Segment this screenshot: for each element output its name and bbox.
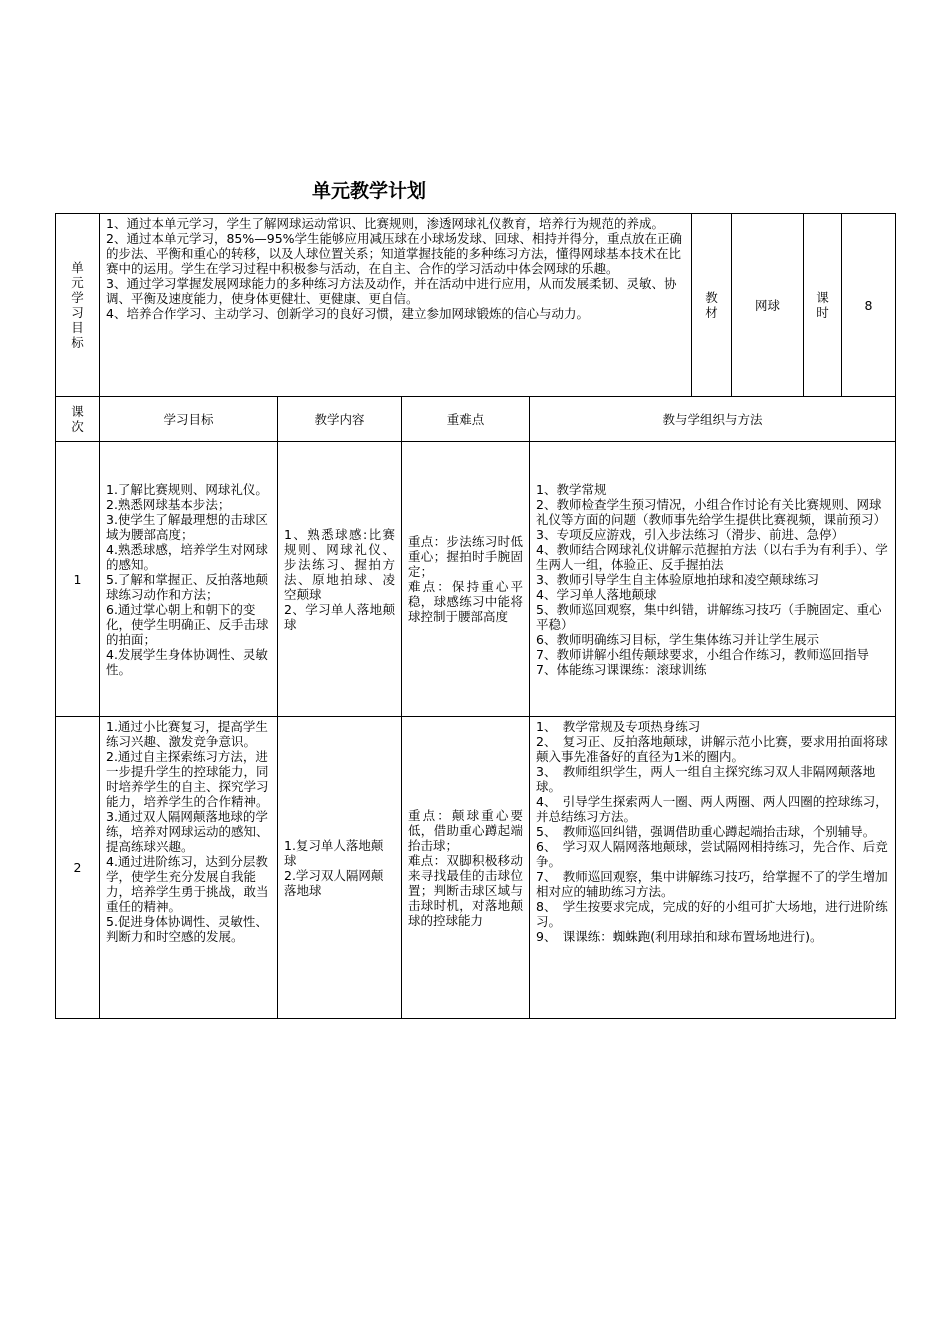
label-char: 目	[71, 320, 84, 335]
header-content: 教学内容	[278, 397, 402, 442]
list-item: 2、教师检查学生预习情况，小组合作讨论有关比赛规则、网球礼仪等方面的问题（教师事先给学生提供比赛视频，课前预习）	[536, 496, 887, 527]
list-item: 1.通过小比赛复习，提高学生练习兴趣、激发竞争意识。	[106, 719, 268, 749]
label-char: 材	[705, 305, 718, 320]
label-char: 习	[71, 305, 84, 320]
lesson-methods	[530, 442, 896, 717]
list-item: 1.了解比赛规则、网球礼仪。	[106, 481, 268, 497]
list-item: 6、 学习双人隔网落地颠球，尝试隔网相持练习，先合作、后竞争。	[536, 839, 888, 869]
header-key-points: 重难点	[402, 397, 530, 442]
list-item: 6.通过掌心朝上和朝下的变化，使学生明确正、反手击球的拍面；	[106, 601, 269, 647]
label-char: 单	[71, 260, 84, 275]
list-item: 7、教师讲解小组传颠球要求，小组合作练习，教师巡回指导	[536, 646, 869, 662]
table-row	[56, 442, 896, 717]
list-item: 1.复习单人落地颠球	[284, 837, 384, 868]
list-item: 2、学习单人落地颠球	[284, 601, 395, 632]
list-item: 6、教师明确练习目标，学生集体练习并让学生展示	[536, 631, 819, 647]
hours-value: 8	[842, 214, 896, 397]
list-item: 3.使学生了解最理想的击球区域为腰部高度；	[106, 511, 268, 542]
label-char: 标	[71, 335, 84, 350]
goal-item: 3、通过学习掌握发展网球能力的多种练习方法及动作，并在活动中进行应用，从而发展柔韧、灵敏、协调、平衡及速度能力，使身体更健壮、更健康、更自信。	[106, 276, 677, 306]
label-char: 教	[705, 290, 718, 305]
list-item: 3、教师引导学生自主体验原地拍球和凌空颠球练习	[536, 571, 819, 587]
table-row	[56, 717, 896, 1019]
header-objectives: 学习目标	[100, 397, 278, 442]
lesson-number: 1	[56, 442, 100, 717]
page-title: 单元教学计划	[312, 180, 427, 202]
lesson-number: 2	[56, 717, 100, 1019]
goal-item: 2、通过本单元学习，85%—95%学生能够应用减压球在小球场发球、回球、相持并得分，重点放在正确的步法、平衡和重心的转移，以及人球位置关系；知道掌握技能的多种练习方法，懂得网球基本技术在比赛中的运用。学生在学习过程中积极参与活动，在自主、合作的学习活动中体会网球的乐趣。	[106, 231, 683, 276]
list-item: 4、学习单人落地颠球	[536, 586, 657, 602]
list-item: 5、 教师巡回纠错，强调借助重心蹲起端抬击球，个别辅导。	[536, 824, 876, 839]
unit-goals-row	[56, 214, 896, 397]
list-item: 8、 学生按要求完成，完成的好的小组可扩大场地，进行进阶练习。	[536, 899, 888, 929]
list-item: 7、 教师巡回观察，集中讲解练习技巧，给掌握不了的学生增加相对应的辅助练习方法。	[536, 869, 888, 899]
list-item: 5.促进身体协调性、灵敏性、判断力和时空感的发展。	[106, 914, 268, 944]
lesson-key-points	[402, 717, 530, 1019]
lesson-objectives	[100, 442, 278, 717]
label-char: 课	[71, 404, 84, 419]
list-item: 4、 引导学生探索两人一圈、两人两圈、两人四圈的控球练习，并总结练习方法。	[536, 794, 888, 824]
list-item: 5.了解和掌握正、反拍落地颠球练习动作和方法；	[106, 571, 268, 602]
goal-item: 4、培养合作学习、主动学习、创新学习的良好习惯，建立参加网球锻炼的信心与动力。	[106, 306, 589, 321]
lesson-key-points	[402, 442, 530, 717]
material-label	[692, 214, 732, 397]
list-item: 3.通过双人隔网颠落地球的学练，培养对网球运动的感知、提高练球兴趣。	[106, 809, 269, 854]
label-char: 元	[71, 275, 84, 290]
goal-item: 1、通过本单元学习，学生了解网球运动常识、比赛规则，渗透网球礼仪教育，培养行为规范的养成。	[106, 216, 664, 231]
label-char: 学	[71, 290, 84, 305]
list-item: 难点：保持重心平稳，球感练习中能将球控制于腰部高度	[408, 579, 523, 624]
list-item: 4.发展学生身体协调性、灵敏性。	[106, 646, 268, 677]
hours-label	[804, 214, 842, 397]
list-item: 4.通过进阶练习，达到分层教学，使学生充分发展自我能力，培养学生勇于挑战，敢当重任的精神。	[106, 854, 269, 914]
material-value: 网球	[732, 214, 804, 397]
lesson-objectives	[100, 717, 278, 1019]
lesson-content	[278, 442, 402, 717]
header-lesson	[56, 397, 100, 442]
list-item: 4、教师结合网球礼仪讲解示范握拍方法（以右手为有利手）、学生两人一组，体验正、反手握拍法	[536, 541, 888, 572]
list-item: 3、 教师组织学生，两人一组自主探究练习双人非隔网颠落地球。	[536, 764, 876, 794]
list-item: 9、 课课练：蜘蛛跑(利用球拍和球布置场地进行)。	[536, 929, 823, 944]
label-char: 课	[816, 290, 829, 305]
list-item: 2、 复习正、反拍落地颠球，讲解示范小比赛，要求用拍面将球颠入事先准备好的直径为1米的圈内。	[536, 734, 888, 764]
header-methods: 教与学组织与方法	[530, 397, 896, 442]
label-char: 时	[816, 305, 829, 320]
unit-goals-label	[56, 214, 100, 397]
list-item: 2.熟悉网球基本步法；	[106, 496, 231, 512]
list-item: 3、专项反应游戏，引入步法练习（滑步、前进、急停）	[536, 526, 844, 542]
lesson-methods	[530, 717, 896, 1019]
list-item: 4.熟悉球感，培养学生对网球的感知。	[106, 541, 268, 572]
list-item: 1、熟悉球感:比赛规则、网球礼仪、步法练习、握拍方法、原地拍球、凌空颠球	[284, 526, 395, 602]
unit-goals-text	[100, 214, 692, 397]
list-item: 2.通过自主探索练习方法，进一步提升学生的控球能力，同时培养学生的自主、探究学习能力，培养学生的合作精神。	[106, 749, 269, 809]
list-item: 5、教师巡回观察，集中纠错，讲解练习技巧（手腕固定、重心平稳）	[536, 601, 882, 632]
list-item: 重点：颠球重心要低，借助重心蹲起端抬击球；	[408, 807, 523, 853]
list-item: 难点：双脚积极移动来寻找最佳的击球位置；判断击球区域与击球时机，对落地颠球的控球能力	[408, 852, 523, 928]
label-char: 次	[71, 419, 84, 434]
list-item: 1、教学常规	[536, 481, 607, 497]
list-item: 7、体能练习课课练：滚球训练	[536, 661, 707, 677]
lesson-content	[278, 717, 402, 1019]
list-item: 1、 教学常规及专项热身练习	[536, 719, 701, 734]
list-item: 2.学习双人隔网颠落地球	[284, 867, 384, 898]
unit-plan-table	[55, 213, 896, 1019]
table-header-row	[56, 397, 896, 442]
list-item: 重点：步法练习时低重心；握拍时手腕固定；	[408, 534, 523, 579]
